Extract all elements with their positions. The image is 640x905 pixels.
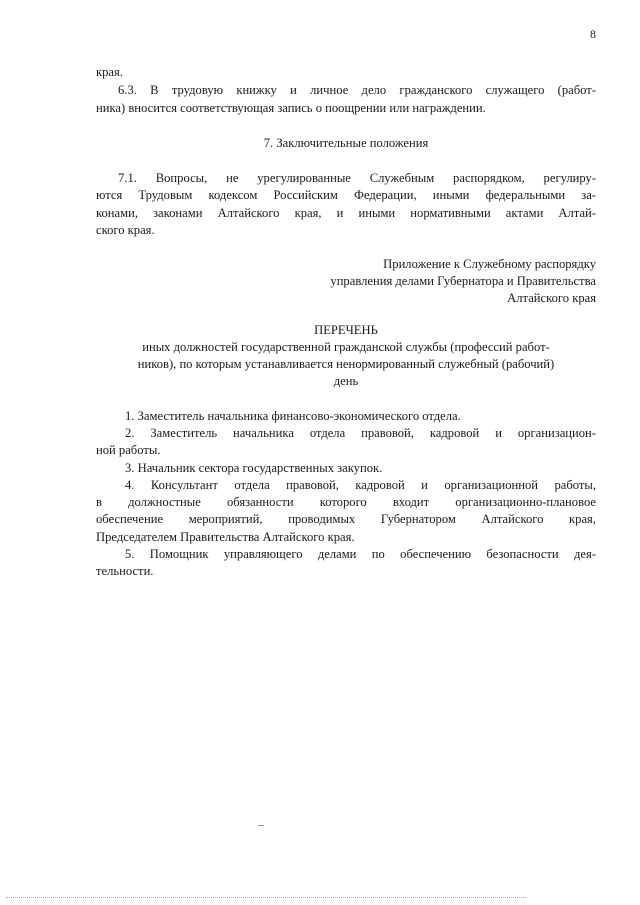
paragraph-7-1-line-4: ского края. [96, 223, 155, 237]
section7-heading: 7. Заключительные положения [263, 136, 429, 150]
appendix-line-2: управления делами Губернатора и Правительства [330, 274, 596, 288]
scan-edge-artifact [6, 897, 526, 898]
paragraph-6-3-line-1: 6.3. В трудовую книжку и личное дело гражданского служащего (работ- [118, 83, 596, 97]
list-item-4-line-1: 4. Консультант отдела правовой, кадровой и организационной работы, [125, 478, 596, 492]
paragraph-6-3-line-2: ника) вносится соответствующая запись о поощрении или награждении. [96, 101, 486, 115]
list-subtitle-line-2: ников), по которым устанавливается ненормированный служебный (рабочий) [137, 357, 555, 371]
paragraph-7-1-line-1: 7.1. Вопросы, не урегулированные Служебным распорядком, регулиру- [118, 171, 596, 185]
paragraph-7-1-line-2: ются Трудовым кодексом Российским Федерации, иными федеральными за- [96, 188, 596, 202]
list-item-1: 1. Заместитель начальника финансово-экономического отдела. [125, 409, 461, 423]
list-item-4-line-4: Председателем Правительства Алтайского края. [96, 530, 355, 544]
list-item-5-line-1: 5. Помощник управляющего делами по обеспечению безопасности дея- [125, 547, 596, 561]
list-title: ПЕРЕЧЕНЬ [314, 323, 378, 337]
list-item-2-line-2: ной работы. [96, 443, 161, 457]
appendix-line-1: Приложение к Служебному распорядку [383, 257, 596, 271]
appendix-line-3: Алтайского края [507, 291, 596, 305]
scan-mark [258, 825, 264, 826]
section6-continuation: края. [96, 65, 123, 79]
list-item-3: 3. Начальник сектора государственных закупок. [125, 461, 383, 475]
paragraph-7-1-line-3: конами, законами Алтайского края, и иными нормативными актами Алтай- [96, 206, 596, 220]
page-number: 8 [590, 27, 596, 41]
list-item-5-line-2: тельности. [96, 564, 154, 578]
list-item-4-line-3: обеспечение мероприятий, проводимых Губернатором Алтайского края, [96, 512, 596, 526]
list-subtitle-line-1: иных должностей государственной гражданской службы (профессий работ- [142, 340, 550, 354]
list-item-4-line-2: в должностные обязанности которого входит организационно-плановое [96, 495, 596, 509]
list-item-2-line-1: 2. Заместитель начальника отдела правовой, кадровой и организацион- [125, 426, 596, 440]
list-subtitle-line-3: день [333, 374, 359, 388]
